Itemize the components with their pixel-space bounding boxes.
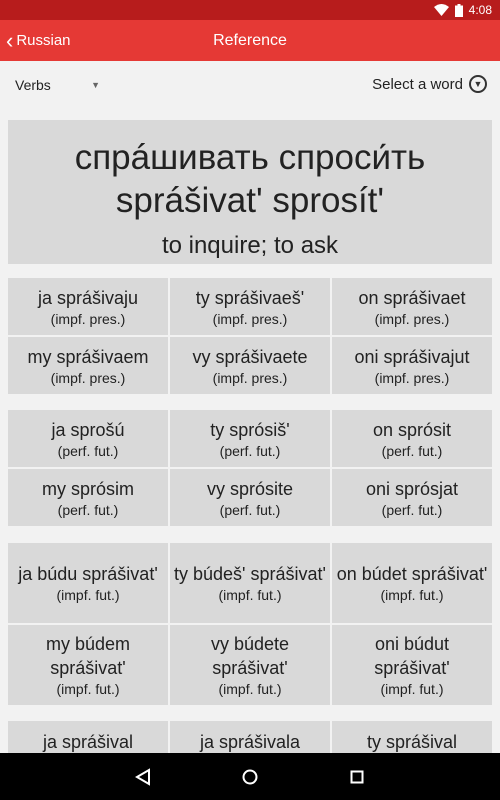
conjugation-form: ja búdu sprášivatʹ bbox=[18, 564, 158, 584]
conjugation-cell[interactable] bbox=[8, 337, 168, 394]
category-label: Verbs bbox=[15, 77, 51, 93]
conjugation-cell[interactable] bbox=[332, 410, 492, 467]
conjugation-tense-tag: (impf. fut.) bbox=[56, 681, 120, 697]
category-dropdown[interactable] bbox=[15, 77, 100, 93]
conjugation-form: ja sprášival bbox=[42, 732, 134, 752]
conjugation-form: vy sprósite bbox=[206, 478, 294, 499]
conjugation-form: my sprósim bbox=[41, 478, 134, 499]
conjugation-cell[interactable] bbox=[332, 278, 492, 335]
conjugation-form: ja sprošú bbox=[51, 419, 125, 440]
conjugation-cell[interactable] bbox=[332, 469, 492, 526]
conjugation-tense-tag: (impf. pres.) bbox=[212, 310, 288, 327]
word-select-label: Select a word bbox=[372, 75, 463, 93]
conjugation-content bbox=[0, 111, 500, 753]
conjugation-form: on sprósit bbox=[372, 419, 452, 440]
dropdown-arrow-icon: ▼ bbox=[91, 80, 100, 90]
conjugation-cell[interactable] bbox=[8, 543, 168, 623]
conjugation-tense-tag: (impf. pres.) bbox=[212, 369, 288, 386]
conjugation-cell[interactable] bbox=[170, 721, 330, 753]
conjugation-form: ty búdešʹ sprášivatʹ bbox=[174, 564, 326, 584]
conjugation-tense-tag: (impf. fut.) bbox=[380, 587, 444, 603]
conjugation-cell[interactable] bbox=[332, 625, 492, 705]
conjugation-tense-tag: (impf. pres.) bbox=[50, 310, 126, 327]
app-bar bbox=[0, 20, 500, 61]
conjugation-tense-tag: (impf. pres.) bbox=[374, 369, 450, 386]
conjugation-form: oni sprósjat bbox=[365, 478, 459, 499]
conjugation-tense-tag: (impf. fut.) bbox=[218, 587, 282, 603]
home-nav-icon[interactable] bbox=[236, 763, 264, 791]
battery-icon bbox=[455, 4, 463, 17]
back-label: Russian bbox=[16, 32, 71, 49]
back-button[interactable] bbox=[6, 20, 71, 61]
conjugation-form: oni búdut sprášivatʹ bbox=[374, 634, 450, 678]
conjugation-tense-tag: (impf. fut.) bbox=[218, 681, 282, 697]
conjugation-cell[interactable] bbox=[8, 721, 168, 753]
conjugation-cell[interactable] bbox=[8, 278, 168, 335]
navigation-bar bbox=[0, 753, 500, 800]
conjugation-cell[interactable] bbox=[170, 410, 330, 467]
back-nav-icon[interactable] bbox=[129, 763, 157, 791]
conjugation-cell[interactable] bbox=[8, 469, 168, 526]
conjugation-form: my búdem sprášivatʹ bbox=[45, 634, 131, 678]
verb-cyrillic: спрáшивать спроси́ть bbox=[74, 138, 426, 177]
conjugation-cell[interactable] bbox=[170, 469, 330, 526]
conjugation-tense-tag: (impf. fut.) bbox=[56, 587, 120, 603]
page-title: Reference bbox=[213, 31, 287, 49]
conjugation-form: ja sprášivala bbox=[199, 732, 301, 752]
status-bar bbox=[0, 0, 500, 20]
conjugation-form: on búdet sprášivatʹ bbox=[336, 564, 488, 584]
conjugation-cell[interactable] bbox=[8, 625, 168, 705]
verb-translation: to inquire; to ask bbox=[161, 232, 339, 259]
word-select-dropdown[interactable] bbox=[372, 75, 487, 93]
conjugation-tense-tag: (perf. fut.) bbox=[381, 501, 443, 518]
conjugation-cell[interactable] bbox=[332, 543, 492, 623]
conjugation-form: ty sprášivaešʹ bbox=[195, 287, 305, 308]
recents-nav-icon[interactable] bbox=[343, 763, 371, 791]
status-time: 4:08 bbox=[468, 3, 492, 17]
conjugation-tense-tag: (impf. pres.) bbox=[50, 369, 126, 386]
conjugation-cell[interactable] bbox=[170, 543, 330, 623]
conjugation-tense-tag: (impf. fut.) bbox=[380, 681, 444, 697]
conjugation-cell[interactable] bbox=[170, 337, 330, 394]
conjugation-tense-tag: (impf. pres.) bbox=[374, 310, 450, 327]
conjugation-form: on sprášivaet bbox=[358, 287, 466, 308]
conjugation-form: ty sprósišʹ bbox=[210, 419, 290, 440]
conjugation-form: vy sprášivaete bbox=[192, 346, 308, 367]
conjugation-tense-tag: (perf. fut.) bbox=[219, 442, 281, 459]
chevron-left-icon: ‹ bbox=[6, 27, 14, 53]
verb-header-card bbox=[8, 120, 492, 264]
chevron-down-circle-icon: ▼ bbox=[469, 75, 487, 93]
conjugation-tense-tag: (perf. fut.) bbox=[57, 442, 119, 459]
conjugation-form: ja sprášivaju bbox=[37, 287, 139, 308]
conjugation-cell[interactable] bbox=[8, 410, 168, 467]
conjugation-cell[interactable] bbox=[170, 278, 330, 335]
toolbar bbox=[0, 61, 500, 111]
conjugation-cell[interactable] bbox=[332, 337, 492, 394]
conjugation-cell[interactable] bbox=[170, 625, 330, 705]
conjugation-cell[interactable] bbox=[332, 721, 492, 753]
conjugation-tense-tag: (perf. fut.) bbox=[57, 501, 119, 518]
conjugation-tense-tag: (perf. fut.) bbox=[381, 442, 443, 459]
verb-latin: sprášivatʹ sprosítʹ bbox=[115, 181, 385, 220]
conjugation-form: ty sprášival bbox=[366, 732, 458, 752]
conjugation-tense-tag: (perf. fut.) bbox=[219, 501, 281, 518]
conjugation-form: vy búdete sprášivatʹ bbox=[210, 634, 290, 678]
wifi-icon bbox=[434, 4, 449, 16]
conjugation-form: my sprášivaem bbox=[27, 346, 149, 367]
conjugation-form: oni sprášivajut bbox=[354, 346, 470, 367]
